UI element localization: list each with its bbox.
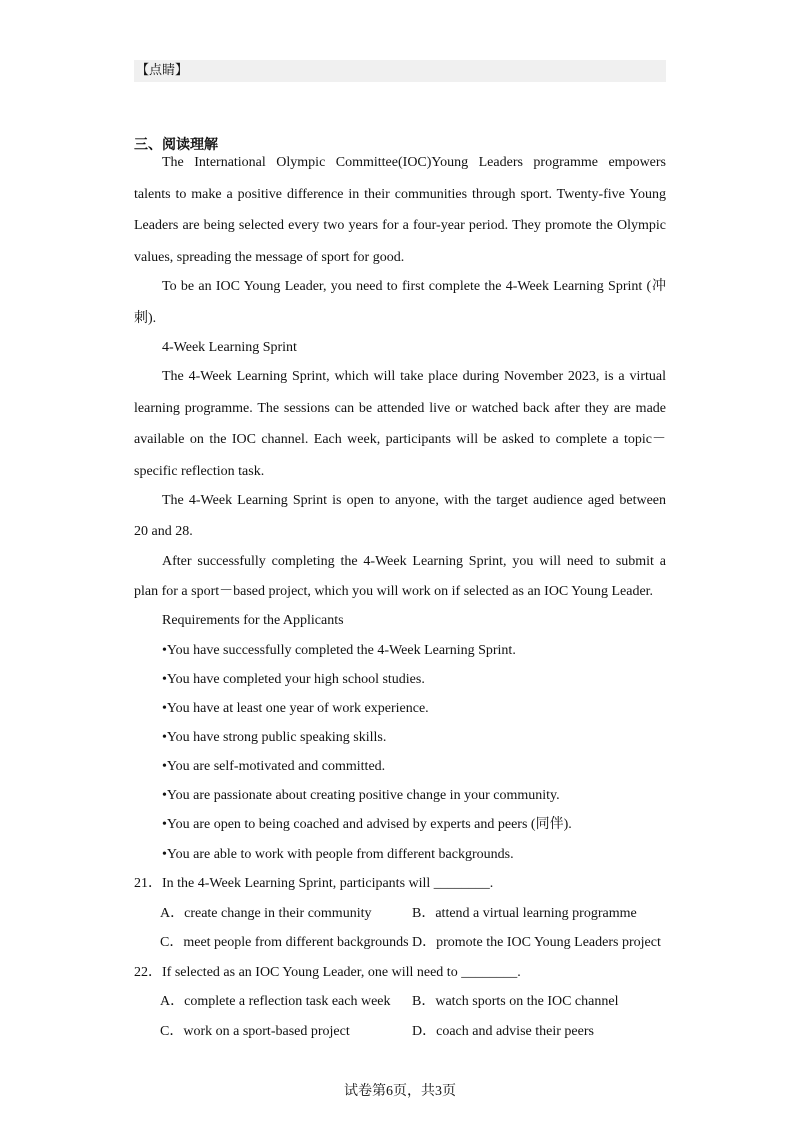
passage-line: available on the IOC channel. Each week, participants will be asked to complete a topic－ [134, 432, 666, 447]
question-option[interactable]: C．work on a sport-based project [160, 1024, 350, 1039]
passage-line: The 4-Week Learning Sprint is open to anyone, with the target audience aged between [162, 493, 666, 508]
passage-line: plan for a sport－based project, which you will work on if selected as an IOC Young Leader. [134, 584, 654, 599]
requirement-item: •You have successfully completed the 4-Week Learning Sprint. [162, 643, 516, 658]
passage-line: 20 and 28. [134, 524, 193, 539]
question-stem: 22．If selected as an IOC Young Leader, one will need to ________. [134, 965, 521, 980]
question-option[interactable]: A．complete a reflection task each week [160, 994, 391, 1009]
requirement-item: •You have strong public speaking skills. [162, 730, 387, 745]
requirement-item: •You are open to being coached and advised by experts and peers (同伴). [162, 817, 572, 832]
passage-line: values, spreading the message of sport for good. [134, 250, 405, 265]
requirement-item: •You are able to work with people from different backgrounds. [162, 847, 514, 862]
passage-line: Leaders are being selected every two years for a four-year period. They promote the Olympic [134, 218, 666, 233]
subheading-requirements: Requirements for the Applicants [162, 613, 344, 628]
section-heading: 三、阅读理解 [134, 137, 218, 153]
question-option[interactable]: D．promote the IOC Young Leaders project [412, 935, 661, 950]
question-option[interactable]: B．attend a virtual learning programme [412, 906, 637, 921]
passage-line: 刺). [134, 311, 157, 326]
requirement-item: •You have at least one year of work experience. [162, 701, 429, 716]
subheading-sprint: 4-Week Learning Sprint [162, 340, 297, 355]
question-stem: 21．In the 4-Week Learning Sprint, participants will ________. [134, 876, 494, 891]
requirement-item: •You are self-motivated and committed. [162, 759, 386, 774]
question-option[interactable]: C．meet people from different backgrounds [160, 935, 409, 950]
passage-line: The 4-Week Learning Sprint, which will take place during November 2023, is a virtual [162, 369, 666, 384]
question-option[interactable]: B．watch sports on the IOC channel [412, 994, 619, 1009]
requirement-item: •You are passionate about creating positive change in your community. [162, 788, 560, 803]
question-option[interactable]: D．coach and advise their peers [412, 1024, 594, 1039]
question-option[interactable]: A．create change in their community [160, 906, 372, 921]
requirement-item: •You have completed your high school studies. [162, 672, 425, 687]
page-footer: 试卷第6页，共3页 [344, 1084, 456, 1099]
passage-line: talents to make a positive difference in their communities through sport. Twenty-five Young [134, 187, 666, 202]
passage-line: The International Olympic Committee(IOC)Young Leaders programme empowers [162, 155, 666, 170]
passage-line: After successfully completing the 4-Week Learning Sprint, you will need to submit a [162, 554, 666, 569]
answer-hint-banner: 【点睛】 [134, 60, 666, 82]
passage-line: learning programme. The sessions can be attended live or watched back after they are made [134, 401, 666, 416]
passage-line: specific reflection task. [134, 464, 265, 479]
passage-line: To be an IOC Young Leader, you need to first complete the 4-Week Learning Sprint (冲 [162, 279, 666, 294]
